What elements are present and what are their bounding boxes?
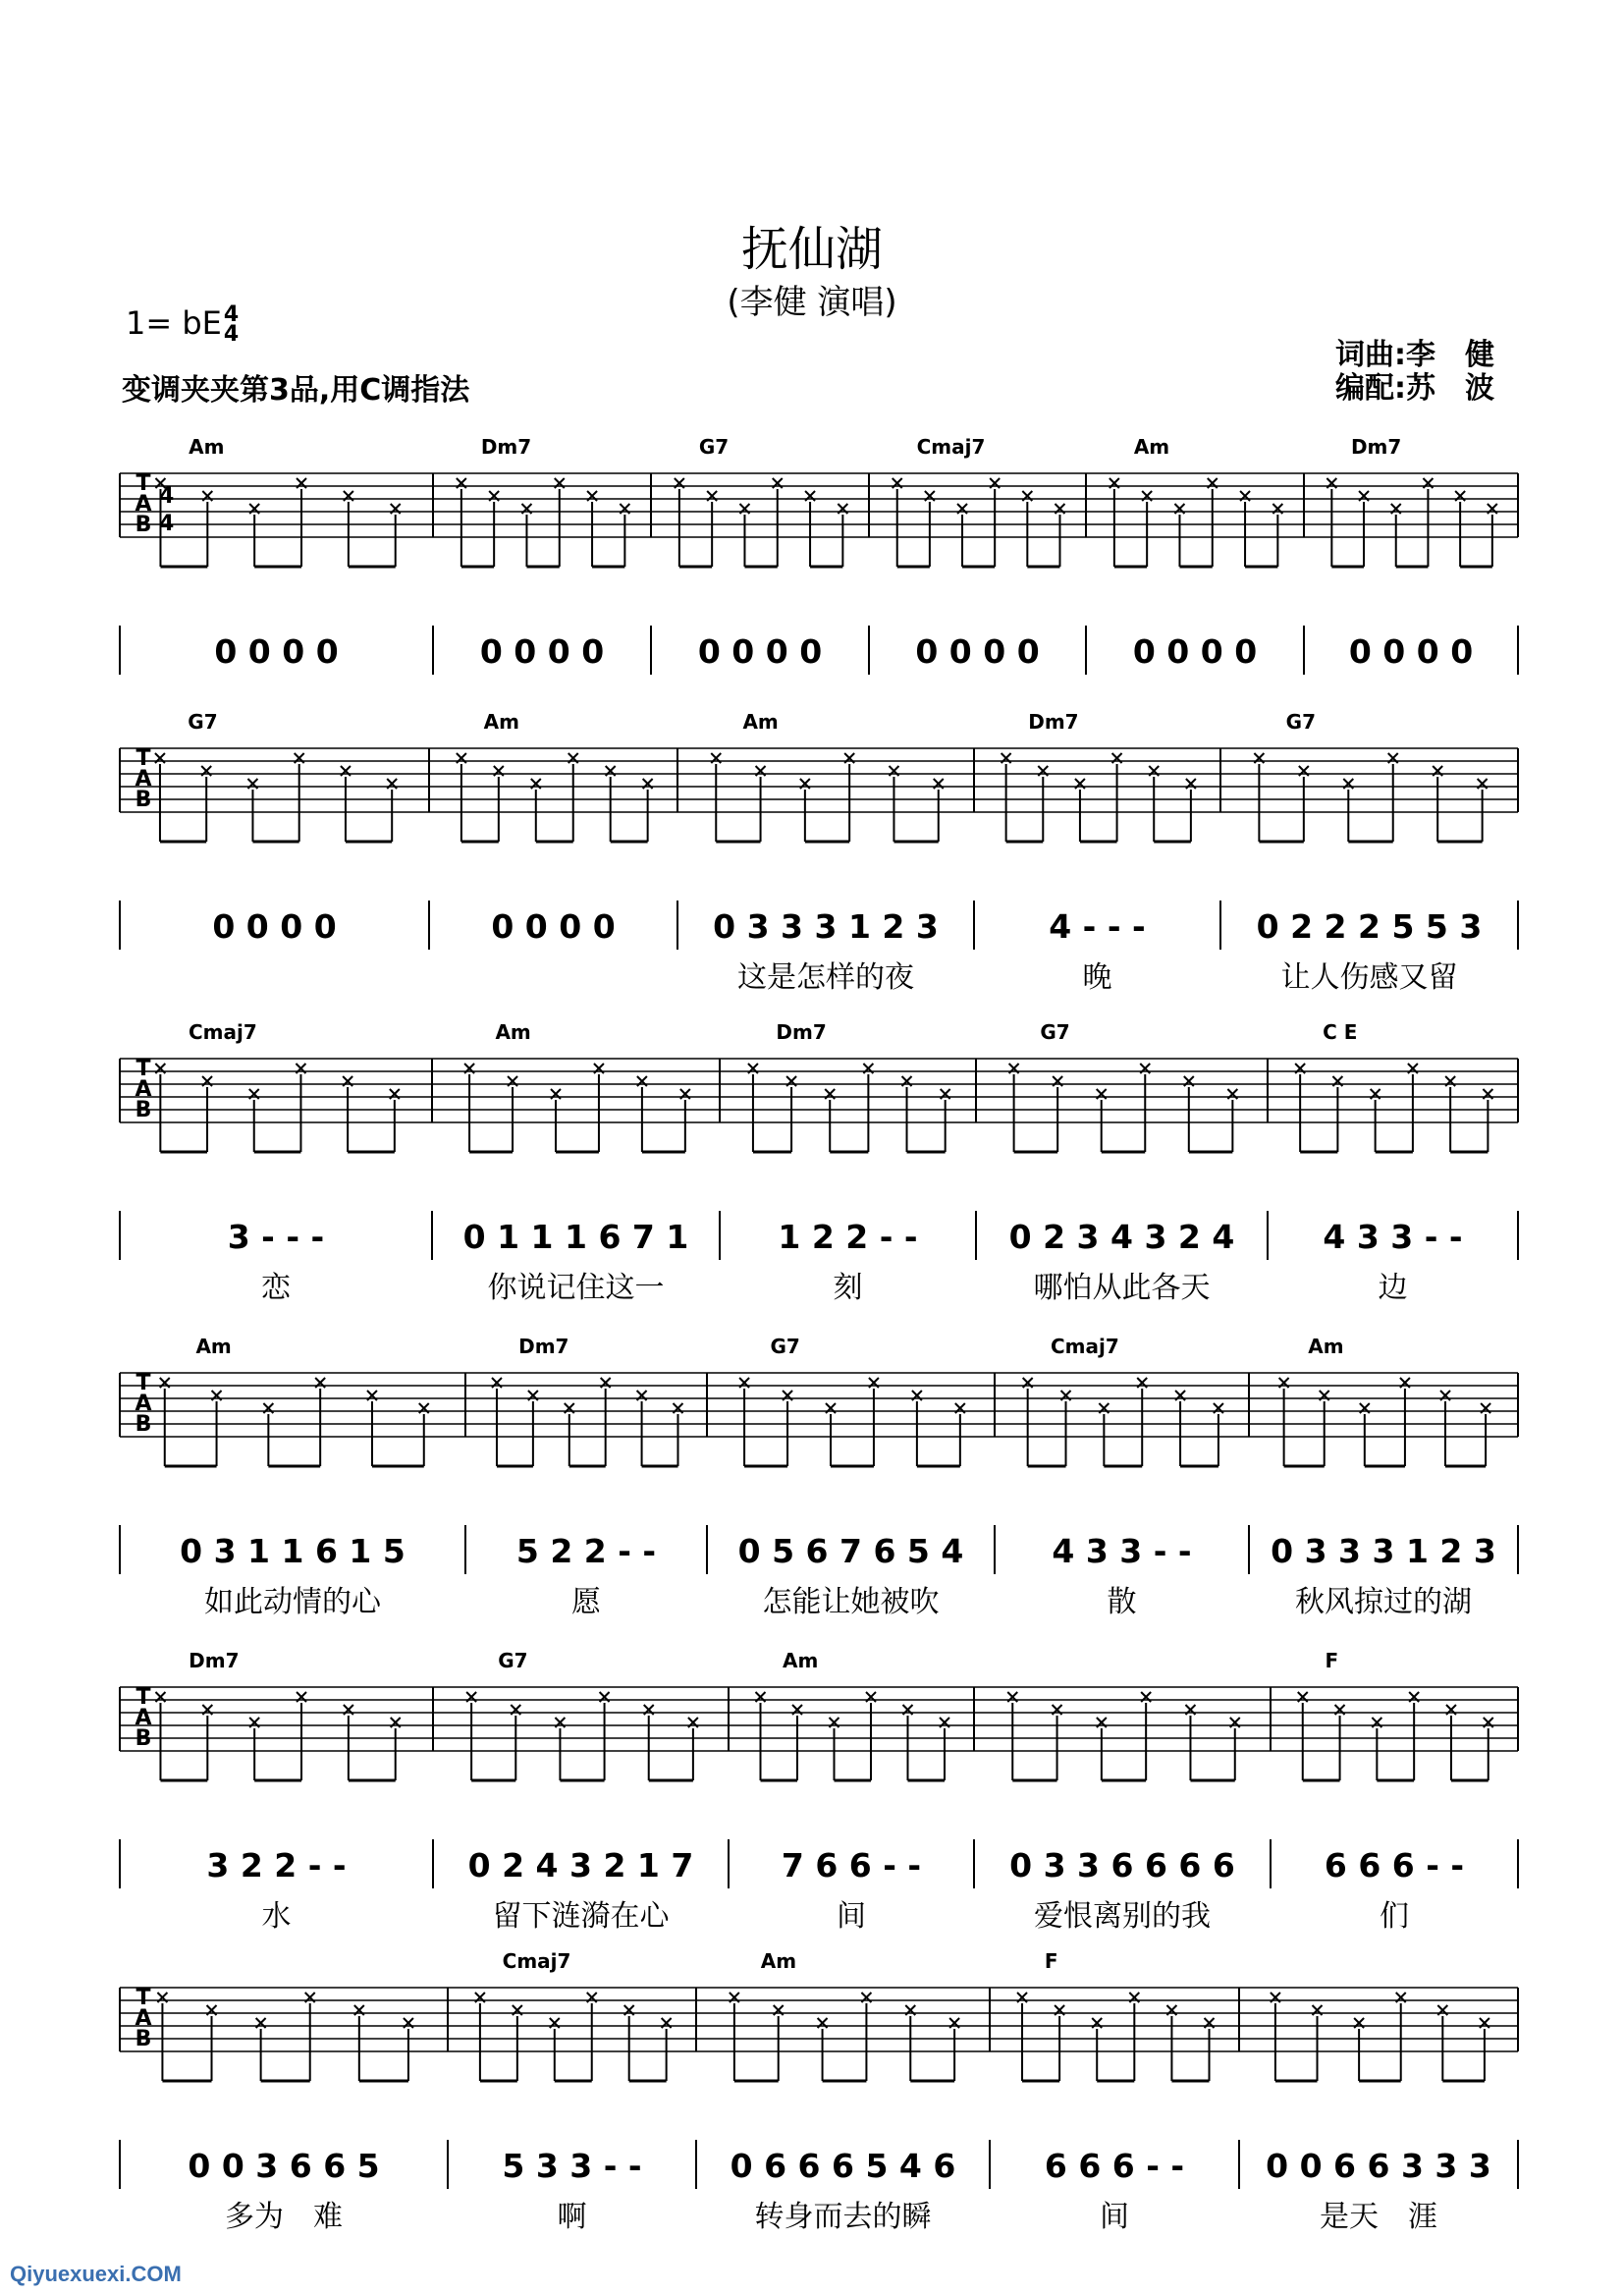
jianpu-notes: 0 0 0 0 <box>1348 632 1474 671</box>
song-title: 抚仙湖 <box>740 222 883 277</box>
chord-symbol: Am <box>1133 435 1170 459</box>
chord-symbol: Dm7 <box>189 1649 240 1672</box>
lyric-text: 间 <box>837 1899 866 1934</box>
measure <box>1001 710 1196 995</box>
lyric-text: 转身而去的瞬 <box>754 2200 932 2234</box>
tab-clef-letter: B <box>135 1726 152 1751</box>
measure <box>1007 1692 1240 1934</box>
chord-symbol: Am <box>495 1020 531 1044</box>
chord-symbol: G7 <box>698 435 730 459</box>
tab-clef-letter: T <box>135 1371 151 1395</box>
chord-symbol: F <box>1325 1649 1339 1672</box>
measure <box>1023 1335 1223 1619</box>
tab-clef-letter: B <box>135 2027 152 2051</box>
time-sig-bottom: 4 <box>223 322 240 347</box>
measure <box>492 1335 682 1619</box>
jianpu-notes: 0 0 0 0 <box>491 907 616 946</box>
credit-arranger: 编配:苏 波 <box>1335 371 1494 406</box>
chord-symbol: G7 <box>188 710 218 734</box>
measure <box>675 435 848 671</box>
tab-system <box>120 435 1518 675</box>
lyric-text: 水 <box>261 1899 292 1934</box>
lyric-text: 秋风掠过的湖 <box>1295 1585 1472 1619</box>
measure <box>893 435 1065 671</box>
measure <box>1254 710 1487 995</box>
jianpu-notes: 0 3 3 3 1 2 3 <box>713 907 939 946</box>
chord-symbol: F <box>1044 1949 1058 1973</box>
tab-clef-letter: A <box>135 2006 152 2031</box>
measure <box>466 1649 698 1934</box>
jianpu-notes: 0 0 6 6 3 3 3 <box>1266 2147 1491 2185</box>
measure <box>157 1993 413 2234</box>
jianpu-notes: 0 0 0 0 <box>915 632 1040 671</box>
measure <box>1298 1649 1493 1934</box>
tab-clef-letter: A <box>135 492 152 517</box>
jianpu-notes: 4 3 3 - - <box>1052 1532 1192 1570</box>
chord-symbol: Am <box>1308 1335 1344 1358</box>
jianpu-notes: 0 0 0 0 <box>1132 632 1258 671</box>
lyric-text: 刻 <box>833 1271 863 1305</box>
chord-symbol: Dm7 <box>776 1020 827 1044</box>
measure <box>711 710 944 995</box>
jianpu-notes: 0 0 0 0 <box>479 632 605 671</box>
lyric-text: 让人伤感又留 <box>1280 960 1458 995</box>
measure <box>756 1649 950 1934</box>
jianpu-notes: 0 3 3 6 6 6 6 <box>1009 1846 1235 1884</box>
tab-clef-letter: B <box>135 1098 152 1122</box>
jianpu-notes: 3 - - - <box>227 1218 325 1256</box>
tab-clef-letter: T <box>135 1685 151 1710</box>
jianpu-notes: 0 0 3 6 6 5 <box>188 2147 380 2185</box>
lyric-text: 这是怎样的夜 <box>737 960 914 995</box>
chord-symbol: Am <box>742 710 779 734</box>
time-sig-top: 4 <box>223 302 240 327</box>
lyric-text: 哪怕从此各天 <box>1033 1271 1211 1305</box>
jianpu-notes: 6 6 6 - - <box>1044 2147 1185 2185</box>
capo-instruction: 变调夹夹第3品,用C调指法 <box>122 373 470 408</box>
measure <box>1295 1020 1492 1305</box>
lyric-text: 啊 <box>557 2200 587 2234</box>
measure <box>1009 1020 1238 1305</box>
jianpu-notes: 0 0 0 0 <box>212 907 337 946</box>
tab-clef-letter: A <box>135 767 152 792</box>
tab-system <box>120 1649 1518 1934</box>
chord-symbol: G7 <box>1285 710 1317 734</box>
lyric-text: 们 <box>1380 1899 1409 1934</box>
tab-clef-letter: T <box>135 1057 151 1081</box>
lyric-text: 晚 <box>1082 960 1112 995</box>
measure <box>1271 1335 1496 1619</box>
measure <box>730 1949 959 2234</box>
tab-clef-letter: A <box>135 1706 152 1730</box>
measure <box>155 435 400 671</box>
tab-system <box>120 1335 1518 1619</box>
tab-clef-letter: T <box>135 1986 151 2010</box>
chord-symbol: Am <box>189 435 225 459</box>
measure <box>1266 1993 1491 2234</box>
jianpu-notes: 1 2 2 - - <box>778 1218 918 1256</box>
site-watermark: Qiyuexuexi.COM <box>10 2262 182 2286</box>
tab-time-top: 4 <box>159 484 175 509</box>
lyric-text: 间 <box>1100 2200 1129 2234</box>
lyric-text: 留下涟漪在心 <box>492 1899 670 1934</box>
lyric-text: 愿 <box>571 1585 601 1619</box>
jianpu-notes: 3 2 2 - - <box>206 1846 347 1884</box>
credit-lyrics-music: 词曲:李 健 <box>1335 338 1494 372</box>
chord-symbol: Dm7 <box>518 1335 569 1358</box>
jianpu-notes: 7 6 6 - - <box>781 1846 922 1884</box>
jianpu-notes: 0 2 3 4 3 2 4 <box>1008 1218 1235 1256</box>
chord-symbol: G7 <box>770 1335 800 1358</box>
tab-clef-letter: T <box>135 471 151 496</box>
chord-symbol: Cmaj7 <box>502 1949 571 1973</box>
tab-clef-letter: B <box>135 788 152 812</box>
measure <box>463 1020 690 1305</box>
measure <box>1326 435 1497 671</box>
chord-symbol: Am <box>783 1649 819 1672</box>
tab-clef-letter: A <box>135 1077 152 1102</box>
measure <box>160 1335 429 1619</box>
key-label: 1= bE <box>126 304 222 342</box>
jianpu-notes: 4 - - - <box>1049 907 1146 946</box>
chord-symbol: Dm7 <box>480 435 532 459</box>
chord-symbol: Cmaj7 <box>188 1020 257 1044</box>
jianpu-notes: 0 0 0 0 <box>214 632 339 671</box>
measure <box>1110 435 1283 671</box>
lyric-text: 边 <box>1378 1271 1408 1305</box>
tab-time-bottom: 4 <box>159 512 175 536</box>
measure <box>457 435 630 671</box>
jianpu-notes: 4 3 3 - - <box>1323 1218 1463 1256</box>
song-subtitle: (李健 演唱) <box>727 283 897 322</box>
jianpu-notes: 0 2 4 3 2 1 7 <box>467 1846 694 1884</box>
tab-system <box>120 710 1518 995</box>
chord-symbol: Dm7 <box>1350 435 1402 459</box>
chord-symbol: Am <box>195 1335 232 1358</box>
chord-symbol: C E <box>1323 1020 1358 1044</box>
tab-clef-letter: T <box>135 746 151 771</box>
lyric-text: 多为 难 <box>225 2200 343 2234</box>
measure <box>475 1949 672 2234</box>
jianpu-notes: 0 5 6 7 6 5 4 <box>737 1532 964 1570</box>
chord-symbol: Am <box>483 710 519 734</box>
measure <box>1017 1949 1215 2234</box>
chord-symbol: Am <box>760 1949 797 1973</box>
tab-system <box>120 1020 1518 1305</box>
jianpu-notes: 5 3 3 - - <box>502 2147 642 2185</box>
lyric-text: 是天 涯 <box>1320 2200 1437 2234</box>
chord-symbol: Cmaj7 <box>916 435 986 459</box>
jianpu-notes: 0 1 1 1 6 7 1 <box>462 1218 689 1256</box>
jianpu-notes: 0 2 2 2 5 5 3 <box>1256 907 1483 946</box>
lyric-text: 恋 <box>261 1271 291 1305</box>
jianpu-notes: 5 2 2 - - <box>515 1532 657 1570</box>
jianpu-notes: 6 6 6 - - <box>1324 1846 1465 1884</box>
measure <box>155 1020 400 1305</box>
chord-symbol: G7 <box>1040 1020 1070 1044</box>
tab-clef-letter: B <box>135 513 152 537</box>
lyric-text: 散 <box>1107 1585 1137 1619</box>
tab-clef-letter: B <box>135 1412 152 1437</box>
measure <box>457 710 653 946</box>
lyric-text: 如此动情的心 <box>204 1585 381 1619</box>
lyric-text: 你说记住这一 <box>487 1271 665 1305</box>
lyric-text: 怎能让她被吹 <box>762 1585 940 1619</box>
jianpu-notes: 0 3 3 3 1 2 3 <box>1271 1532 1496 1570</box>
chord-symbol: Dm7 <box>1028 710 1079 734</box>
lyric-text: 爱恨离别的我 <box>1034 1899 1211 1934</box>
measure <box>748 1020 950 1305</box>
measure <box>738 1335 965 1619</box>
tab-clef-letter: A <box>135 1392 152 1416</box>
jianpu-notes: 0 3 1 1 6 1 5 <box>180 1532 406 1570</box>
jianpu-notes: 0 0 0 0 <box>697 632 823 671</box>
jianpu-notes: 0 6 6 6 5 4 6 <box>730 2147 956 2185</box>
chord-symbol: G7 <box>498 1649 528 1672</box>
chord-symbol: Cmaj7 <box>1050 1335 1119 1358</box>
measure <box>155 710 397 946</box>
tab-system <box>120 1949 1518 2234</box>
measure <box>155 1649 400 1934</box>
